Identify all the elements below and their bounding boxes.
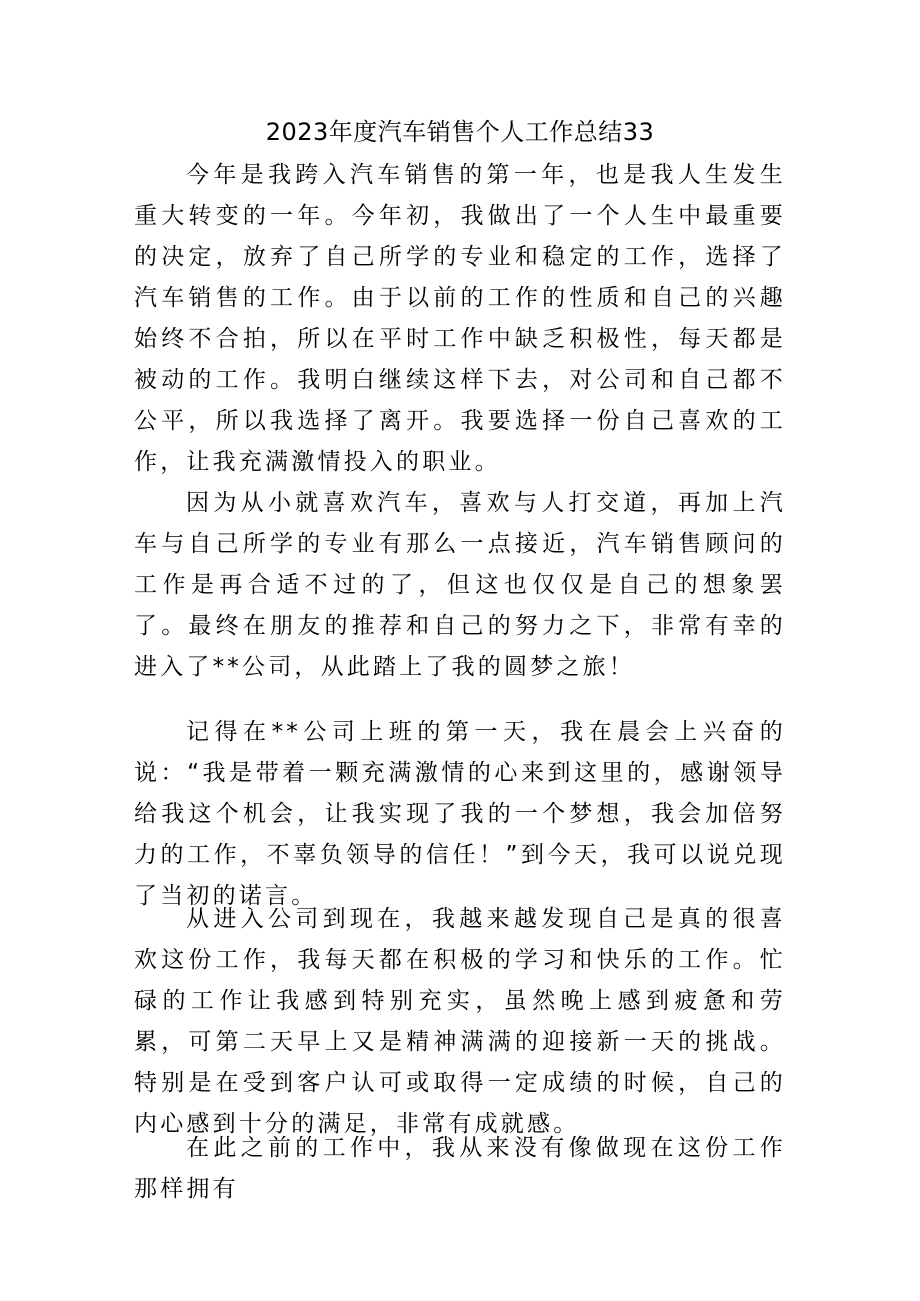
paragraph-5: 在此之前的工作中，我从来没有像做现在这份工作那样拥有 [134,1135,786,1202]
paragraph-1: 今年是我跨入汽车销售的第一年，也是我人生发生重大转变的一年。今年初，我做出了一个人生中最重要的决定，放弃了自己所学的专业和稳定的工作，选择了汽车销售的工作。由于以前的工作的性质和自己的兴趣始终不合拍，所以在平时工作中缺乏积极性，每天都是被动的工作。我明白继续这样下去，对公司和自己都不公平，所以我选择了离开。我要选择一份自己喜欢的工作，让我充满激情投入的职业。 [134,162,786,475]
document-title: 2023年度汽车销售个人工作总结33 [265,118,655,146]
paragraph-3: 记得在**公司上班的第一天，我在晨会上兴奋的说：“我是带着一颗充满激情的心来到这里的，感谢领导给我这个机会，让我实现了我的一个梦想，我会加倍努力的工作，不辜负领导的信任！”到今天，我可以说兑现了当初的诺言。 [134,719,786,909]
paragraph-4: 从进入公司到现在，我越来越发现自己是真的很喜欢这份工作，我每天都在积极的学习和快乐的工作。忙碌的工作让我感到特别充实，虽然晚上感到疲惫和劳累，可第二天早上又是精神满满的迎接新一天的挑战。特别是在受到客户认可或取得一定成绩的时候，自己的内心感到十分的满足，非常有成就感。 [134,906,786,1137]
paragraph-2: 因为从小就喜欢汽车，喜欢与人打交道，再加上汽车与自己所学的专业有那么一点接近，汽车销售顾问的工作是再合适不过的了，但这也仅仅是自己的想象罢了。最终在朋友的推荐和自己的努力之下，非常有幸的进入了**公司，从此踏上了我的圆梦之旅！ [134,490,786,680]
